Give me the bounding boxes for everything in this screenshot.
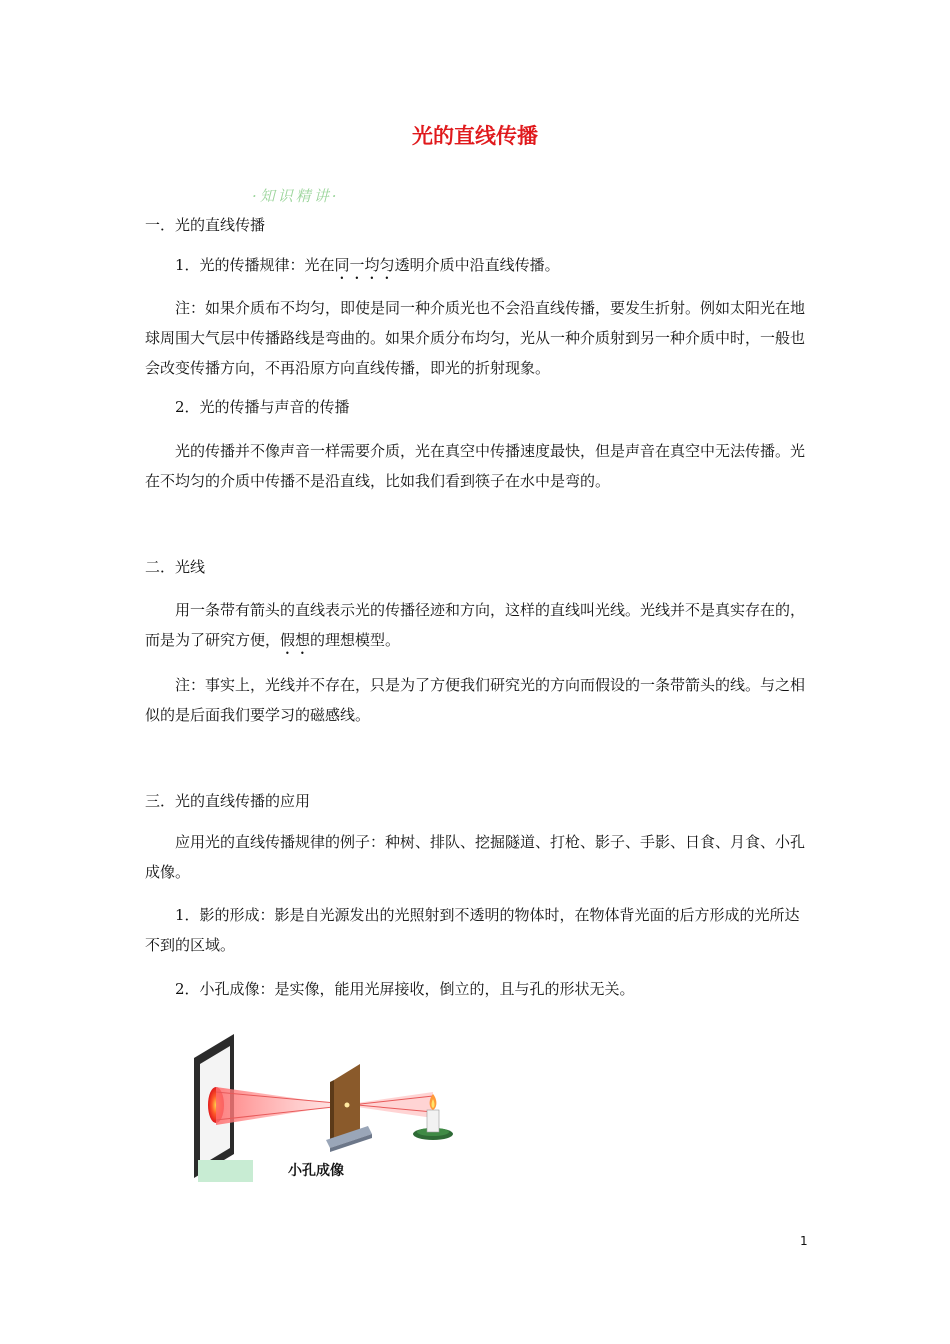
section-heading-3: 三．光的直线传播的应用 [145,792,311,810]
emphasized-text: 同一均匀 [334,256,395,274]
page-title: 光的直线传播 [412,123,538,148]
light-beam-left [216,1087,343,1125]
paragraph-shadow: 1．影的形成：影是自光源发出的光照射到不透明的物体时，在物体背光面的后方形成的光所达不到的区域。 [145,906,800,954]
section-heading-1: 一．光的直线传播 [145,216,266,234]
paragraph-examples: 应用光的直线传播规律的例子：种树、排队、挖掘隧道、打枪、影子、手影、日食、月食、小孔成像。 [145,833,806,881]
figure-caption: 小孔成像 [288,1163,344,1179]
paragraph-note-refraction: 注：如果介质布不均匀，即使是同一种介质光也不会沿直线传播，要发生折射。例如太阳光在地球周围大气层中传播路线是弯曲的。如果介质分布均匀，光从一种介质射到另一种介质中时，一般也会改变传播方向，不再沿原方向直线传播，即光的折射现象。 [145,299,806,377]
emphasized-text: 假想 [280,631,311,649]
paragraph-light-ray [145,595,810,658]
paragraph-pinhole: 2．小孔成像：是实像，能用光屏接收，倒立的，且与孔的形状无关。 [175,980,635,998]
text: 透明介质中沿直线传播。 [394,256,560,274]
text: 1．光的传播规律：光在 [175,256,335,274]
paragraph-propagation-rule [145,250,810,283]
candle [427,1110,439,1132]
section-banner: ·知识精讲· [252,187,340,205]
green-label-box [198,1160,253,1182]
text: 的理想模型。 [310,631,401,649]
paragraph-note-magnetic: 注：事实上，光线并不存在，只是为了方便我们研究光的方向而假设的一条带箭头的线。与之相似的是后面我们要学习的磁感线。 [145,676,806,724]
page-number: 1 [800,1234,808,1248]
pinhole [345,1103,350,1108]
section-heading-2: 二．光线 [145,558,206,576]
text: 用一条带有箭头的直线表示光的传播径迹和方向，这样的直线叫光线。光线并不是真实存在的，而是为了研究方便， [145,601,806,649]
paragraph-light-vs-sound: 光的传播并不像声音一样需要介质，光在真空中传播速度最快，但是声音在真空中无法传播。光在不均匀的介质中传播不是沿直线，比如我们看到筷子在水中是弯的。 [145,442,806,490]
paragraph-subtitle-sound: 2．光的传播与声音的传播 [175,398,350,416]
